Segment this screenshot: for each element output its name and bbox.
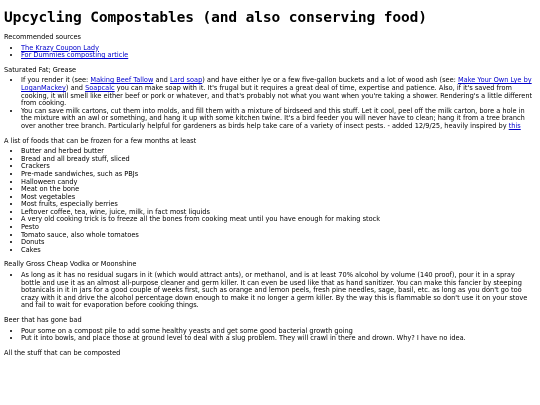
vodka-heading: Really Gross Cheap Vodka or Moonshine bbox=[4, 260, 137, 269]
recommended-heading: Recommended sources bbox=[4, 33, 81, 41]
krazy-coupon-link[interactable]: The Krazy Coupon Lady bbox=[21, 43, 100, 52]
make-lye-link[interactable]: Make Your Own Lye by LoganMackey bbox=[21, 76, 532, 92]
text: you can make soap with it. It's frugal but it requires a great deal of time, expertise and patience. Also, if it's saved from cooking, it will smell like either beef or pork or whatever, and that's probably not what you want when you're taking a shower. Rendering's a little different from cooking. bbox=[21, 83, 533, 108]
list-item: • Bread and all bready stuff, sliced bbox=[21, 156, 536, 164]
list-item: • As long as it has no residual sugars in it (which would attract ants), or methanol, and is at least 70% alcohol by volume (140 proof), pour it in a spray bottle and use it as an almost all-purpose cleaner and germ killer. It can even be used like that as hand sanitizer. You can make this fancier by steeping botanicals in it in jars for a good couple of weeks first, such as orange and lemon peels, fresh pine needles, sage, basil, etc. as long as you don't go too crazy with it and drive the alcohol percentage down enough to make it no longer a germ killer. By the way this is flammable so don't use it on your stove and fail to wait for evaporation before cooking things. bbox=[21, 272, 536, 310]
list-item: • Crackers bbox=[21, 163, 536, 171]
beef-tallow-link[interactable]: Making Beef Tallow bbox=[90, 76, 154, 85]
text: If you render it (see: bbox=[21, 76, 91, 85]
frozen-heading: A list of foods that can be frozen for a few months at least bbox=[4, 136, 197, 145]
list-item: • Halloween candy bbox=[21, 179, 536, 187]
this-link[interactable]: this bbox=[508, 121, 521, 130]
text: ) and have either lye or a few five-gallon buckets and a lot of wood ash (see: bbox=[202, 76, 458, 85]
list-item: • Pour some on a compost pile to add some healthy yeasts and get some good bacterial growth going bbox=[21, 328, 536, 336]
list-item: • Leftover coffee, tea, wine, juice, milk, in fact most liquids bbox=[21, 209, 536, 217]
list-item: • Butter and herbed butter bbox=[21, 148, 536, 156]
list-item bbox=[21, 77, 536, 107]
list-item: • Tomato sauce, also whole tomatoes bbox=[21, 232, 536, 240]
dummies-composting-link[interactable]: For Dummies composting article bbox=[21, 51, 129, 60]
list-item: • Most fruits, especially berries bbox=[21, 201, 536, 209]
list-item: • Pesto bbox=[21, 224, 536, 232]
list-item bbox=[21, 108, 536, 131]
list-item: • Cakes bbox=[21, 247, 536, 255]
frozen-list bbox=[4, 148, 536, 254]
beer-heading: Beer that has gone bad bbox=[4, 316, 82, 324]
lard-soap-link[interactable]: Lard soap bbox=[169, 76, 203, 85]
recommended-list bbox=[4, 45, 536, 60]
text: ) and bbox=[65, 83, 86, 92]
list-item: • Most vegetables bbox=[21, 194, 536, 202]
vodka-list bbox=[4, 272, 536, 310]
list-item: • Pre-made sandwiches, such as PBJs bbox=[21, 171, 536, 179]
text: and bbox=[153, 76, 170, 85]
list-item: • Donuts bbox=[21, 239, 536, 247]
list-item bbox=[21, 52, 536, 60]
list-item: • Put it into bowls, and place those at ground level to deal with a slug problem. They will crawl in there and drown. Why? I have no idea. bbox=[21, 335, 536, 343]
fat-list bbox=[4, 77, 536, 130]
beer-list bbox=[4, 328, 536, 343]
list-item: • A very old cooking trick is to freeze all the bones from cooking meat until you have enough for making stock bbox=[21, 216, 536, 224]
soapcalc-link[interactable]: Soapcalc bbox=[85, 83, 115, 92]
fat-heading: Saturated Fat; Grease bbox=[4, 65, 77, 74]
compost-heading: All the stuff that can be composted bbox=[4, 348, 121, 357]
text: You can save milk cartons, cut them into molds, and fill them with a mixture of birdseed and this stuff. Let it cool, peel off the milk carton, bore a hole in the mixture with an awl or something, and hang it up with some kitchen twine. It's a bird feeder you will never have to clean; hang it from a tree branch over another tree branch. Particularly helpful for gardeners as birds help take care of a variety of insect pests. - added 12/9/25, heavily inspired by bbox=[21, 106, 525, 130]
list-item: • Meat on the bone bbox=[21, 186, 536, 194]
page-title: Upcycling Compostables (and also conserving food) bbox=[4, 10, 427, 26]
